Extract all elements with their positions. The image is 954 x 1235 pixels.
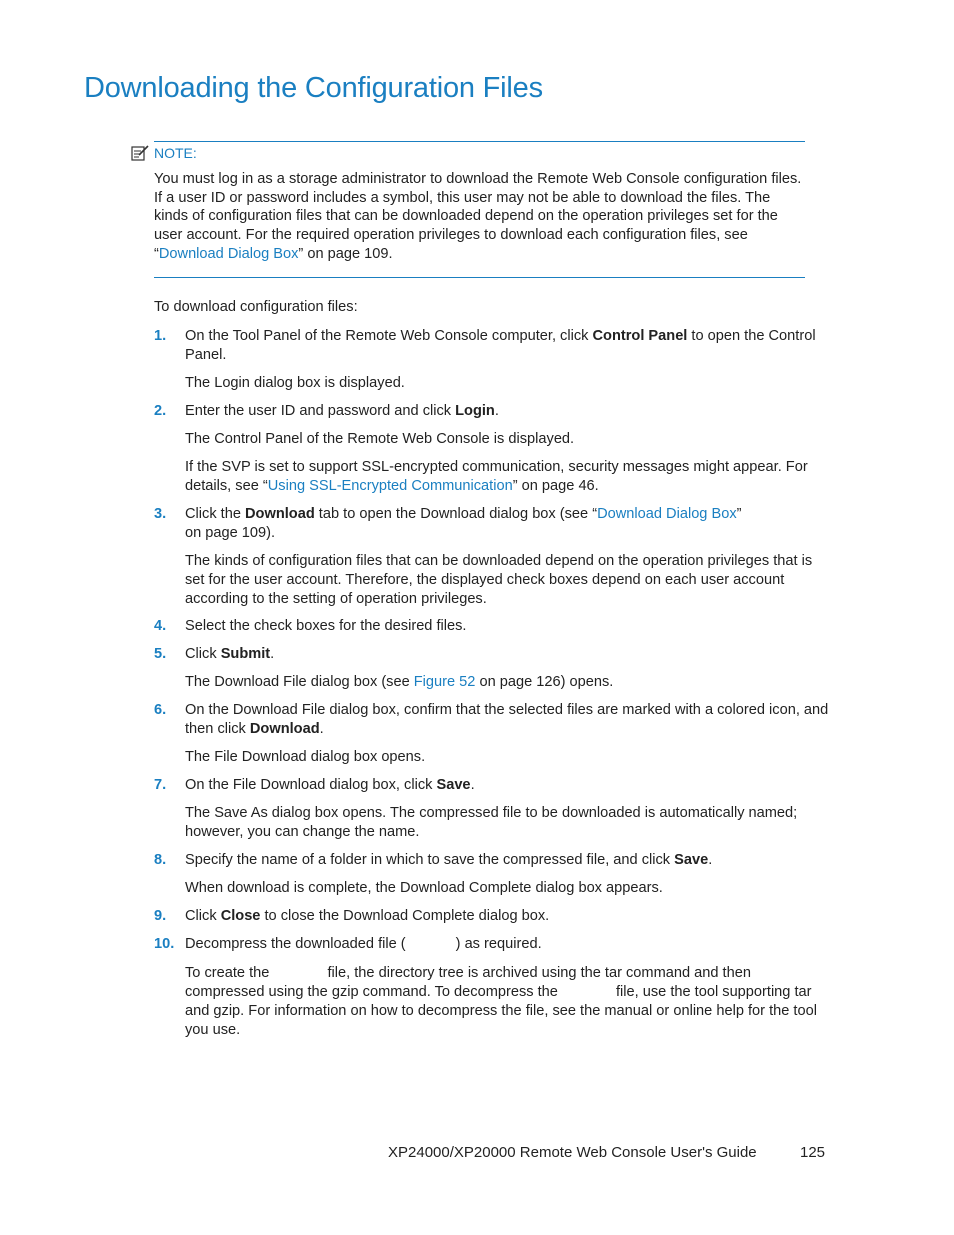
step-2-result: The Control Panel of the Remote Web Console is displayed.	[185, 431, 575, 447]
page-title: Downloading the Configuration Files	[84, 72, 543, 104]
intro-text: To download configuration files:	[154, 299, 358, 315]
step-3-result: The kinds of configuration files that can be downloaded depend on the operation privileges that is set for the user account. Therefore, the displayed check boxes depend on each user account according to the setting of operation privileges.	[185, 553, 813, 607]
link-figure-52[interactable]: Figure 52	[413, 674, 476, 690]
note-pencil-icon	[131, 145, 149, 161]
step-10-detail: To create the file, the directory tree is archived using the tar command and then compressed using the gzip command. To decompress the file, use the tool supporting tar and gzip. For information on how to decompress the file, see the manual or online help for the tool you use.	[185, 965, 817, 1038]
step-8-result: When download is complete, the Download Complete dialog box appears.	[185, 880, 663, 896]
step-1-result: The Login dialog box is displayed.	[185, 375, 405, 391]
note-header	[131, 145, 197, 161]
note-bottom-rule	[154, 277, 805, 278]
footer-guide-title: XP24000/XP20000 Remote Web Console User's Guide	[388, 1144, 757, 1161]
note-body: You must log in as a storage administrator to download the Remote Web Console configuration files. If a user ID or password includes a symbol, this user may not be able to download the files. The kinds of configuration files that can be downloaded depend on the operation privileges set for the user account. For the required operation privileges to download each configuration files, see “Download Dialog Box” on page 109.	[154, 171, 802, 262]
step-7-result: The Save As dialog box opens. The compressed file to be downloaded is automatically named; however, you can change the name.	[185, 805, 798, 840]
footer-page-number: 125	[800, 1144, 826, 1161]
link-download-dialog-box[interactable]: Download Dialog Box	[158, 245, 299, 262]
link-download-dialog-box-2[interactable]: Download Dialog Box	[597, 506, 737, 522]
step-2-ssl-note: If the SVP is set to support SSL-encrypted communication, security messages might appear. For details, see “Using SSL-Encrypted Communication” on page 46.	[185, 459, 808, 494]
step-5-result: The Download File dialog box (see Figure 52 on page 126) opens.	[185, 674, 614, 690]
note-top-rule	[154, 141, 805, 142]
note-label: NOTE:	[154, 145, 197, 161]
link-using-ssl[interactable]: Using SSL-Encrypted Communication	[267, 478, 513, 494]
step-6-result: The File Download dialog box opens.	[185, 749, 426, 765]
